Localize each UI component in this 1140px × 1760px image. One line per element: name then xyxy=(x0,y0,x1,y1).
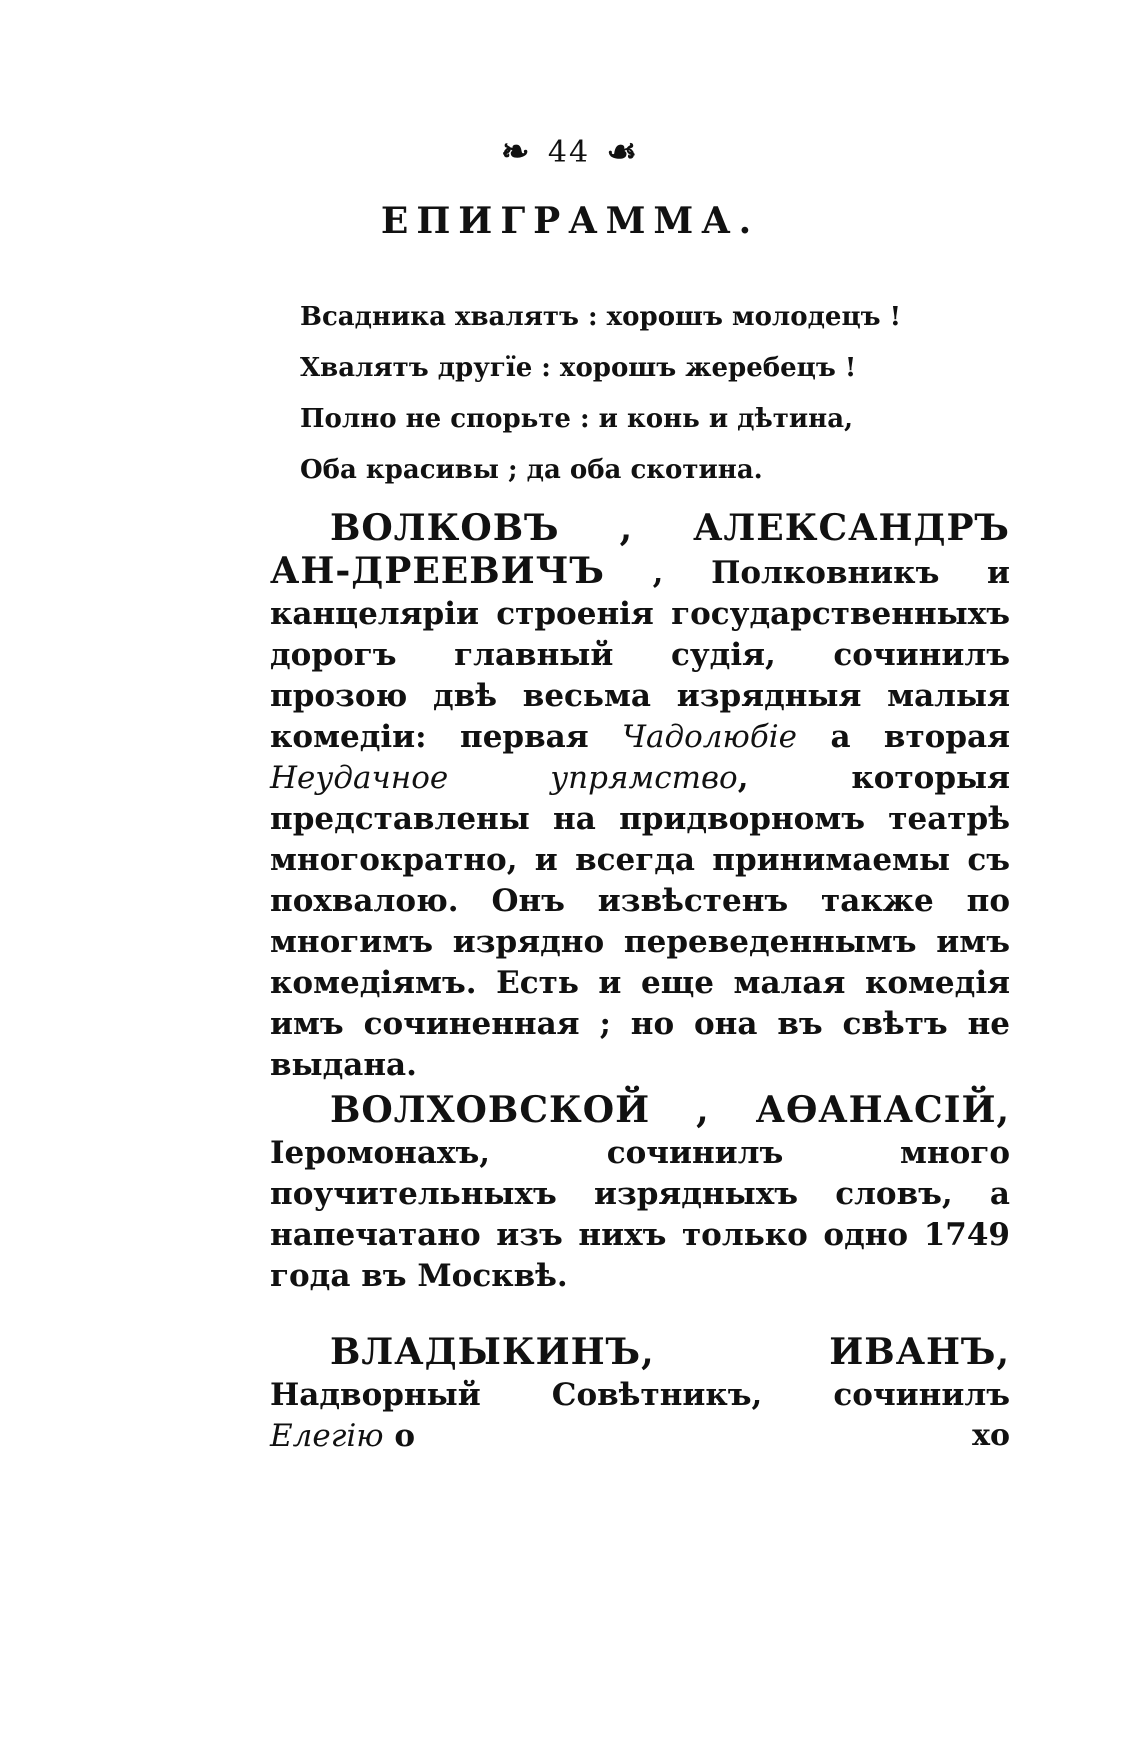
entry-text: , которыя представлены на придворномъ театрѣ многократно, и всегда принимаемы съ похвалою. Онъ извѣстенъ также по многимъ изрядно переведеннымъ имъ комедіямъ. Есть и еще малая комедія имъ сочиненная ; но она въ свѣтъ не выдана. xyxy=(270,760,1011,1083)
entry-vladykin xyxy=(270,1332,1010,1457)
poem-line: Оба красивы ; да оба скотина. xyxy=(300,455,763,485)
poem-line: Всадника хвалятъ : хорошъ молодецъ ! xyxy=(300,302,902,332)
work-title: Неудачное упрямство xyxy=(270,760,738,796)
entry-volkhovskoy xyxy=(270,1090,1010,1297)
entry-text: , Полковникъ и канцеляріи строенія государственныхъ дорогъ главный судія, сочинилъ прозою двѣ весьма изрядныя малыя комедіи: первая xyxy=(270,555,1010,755)
work-title: Елегію xyxy=(270,1418,384,1454)
poem-line: Полно не спорьте : и конь и дѣтина, xyxy=(300,404,854,434)
entry-name: ВОЛКОВЪ , АЛЕКСАНДРЪ АН-ДРЕЕВИЧЪ xyxy=(270,507,1010,592)
entry-text: Надворный Совѣтникъ, сочинилъ xyxy=(270,1377,1010,1413)
catchword: хо xyxy=(972,1418,1010,1453)
work-title: Чадолюбіе xyxy=(622,719,798,755)
page-number: 44 xyxy=(547,134,591,170)
entry-name: ВОЛХОВСКОЙ , АѲАНАСІЙ, xyxy=(330,1089,1010,1131)
ornament-right-icon: ☙ xyxy=(606,132,640,172)
epigram-poem xyxy=(300,292,980,496)
page-header xyxy=(0,132,1140,172)
entry-volkov xyxy=(270,508,1010,1086)
entry-text: а вторая xyxy=(830,719,1011,755)
entry-text: Іеромонахъ, сочинилъ много поучительныхъ изрядныхъ словъ, а напечатано изъ нихъ только одно 1749 года въ Москвѣ. xyxy=(270,1135,1010,1294)
entry-name: ВЛАДЫКИНЪ, ИВАНЪ, xyxy=(330,1331,1010,1373)
poem-line: Хвалятъ другїе : хорошъ жеребецъ ! xyxy=(300,353,857,383)
epigram-title: ЕПИГРАММА. xyxy=(380,200,760,242)
ornament-left-icon: ❧ xyxy=(500,132,532,172)
entry-text: о xyxy=(394,1418,416,1454)
